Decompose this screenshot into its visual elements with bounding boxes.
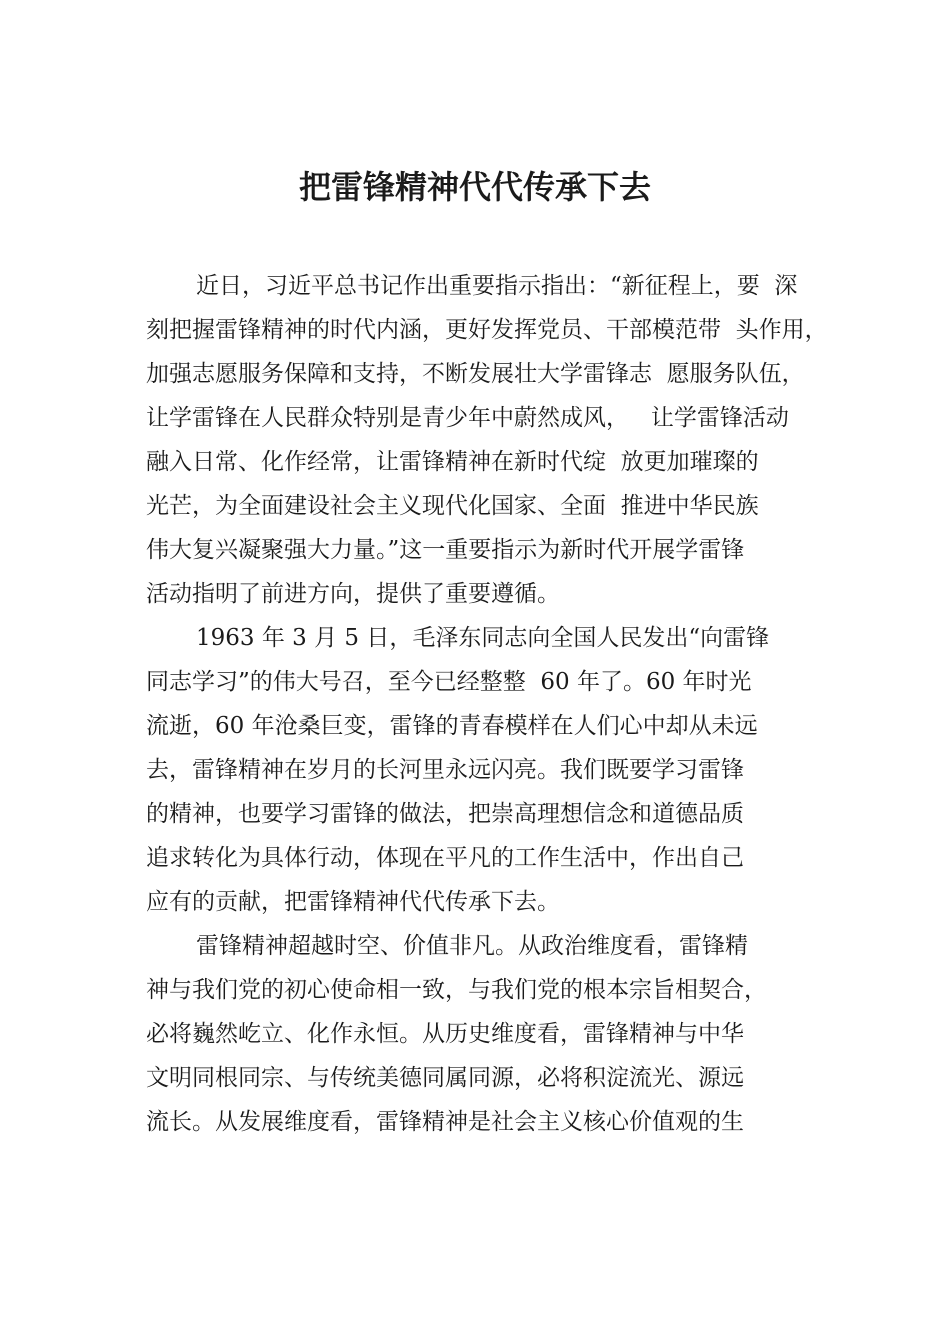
text-line: 光芒，为全面建设社会主义现代化国家、全面 推进中华民族 — [146, 493, 759, 519]
text-line: 文明同根同宗、与传统美德同属同源，必将积淀流光、源远 — [146, 1065, 744, 1091]
text-line: 的精神，也要学习雷锋的做法，把崇高理想信念和道德品质 — [146, 801, 744, 827]
paragraph-2 — [146, 616, 846, 924]
document-title: 把雷锋精神代代传承下去 — [298, 168, 651, 206]
text-line: 流长。从发展维度看，雷锋精神是社会主义核心价值观的生 — [146, 1109, 744, 1135]
text-line: 1963 年 3 月 5 日，毛泽东同志向全国人民发出“向雷锋 — [196, 625, 770, 651]
text-line: 加强志愿服务保障和支持，不断发展壮大学雷锋志 愿服务队伍， — [146, 361, 805, 387]
text-line: 应有的贡献，把雷锋精神代代传承下去。 — [146, 889, 560, 915]
text-line: 同志学习”的伟大号召，至今已经整整 60 年了。60 年时光 — [146, 669, 752, 695]
text-line: 让学雷锋在人民群众特别是青少年中蔚然成风， 让学雷锋活动 — [146, 405, 789, 431]
text-line: 神与我们党的初心使命相一致，与我们党的根本宗旨相契合， — [146, 977, 767, 1003]
text-line: 流逝，60 年沧桑巨变，雷锋的青春模样在人们心中却从未远 — [146, 713, 758, 739]
text-line: 融入日常、化作经常，让雷锋精神在新时代绽 放更加璀璨的 — [146, 449, 759, 475]
text-line: 去，雷锋精神在岁月的长河里永远闪亮。我们既要学习雷锋 — [146, 757, 744, 783]
document-body — [146, 264, 846, 1144]
text-line: 近日，习近平总书记作出重要指示指出：“新征程上，要 深 — [196, 273, 798, 299]
paragraph-3 — [146, 924, 846, 1144]
text-line: 雷锋精神超越时空、价值非凡。从政治维度看，雷锋精 — [196, 933, 748, 959]
text-line: 伟大复兴凝聚强大力量。”这一重要指示为新时代开展学雷锋 — [146, 537, 745, 563]
text-line: 刻把握雷锋精神的时代内涵，更好发挥党员、干部模范带 头作用， — [146, 317, 828, 343]
text-line: 活动指明了前进方向，提供了重要遵循。 — [146, 581, 560, 607]
text-line: 追求转化为具体行动，体现在平凡的工作生活中，作出自己 — [146, 845, 744, 871]
paragraph-1 — [146, 264, 846, 616]
text-line: 必将巍然屹立、化作永恒。从历史维度看，雷锋精神与中华 — [146, 1021, 744, 1047]
